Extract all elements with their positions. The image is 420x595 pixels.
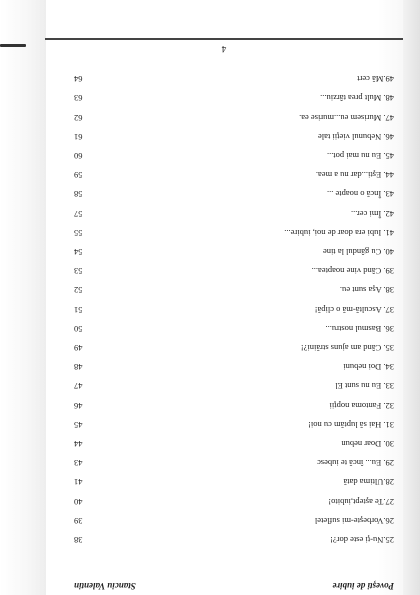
toc-entry-title: 26.Vorbeşte-mi sufletel — [314, 515, 394, 526]
toc-entry-page: 54 — [74, 247, 83, 257]
toc-entry-title: 47. Murisem eu...murise ea. — [299, 112, 394, 123]
toc-entry — [74, 107, 394, 123]
toc-entry-title: 29. Eu... încă te iubesc — [317, 458, 394, 469]
toc-entry — [74, 356, 394, 372]
toc-entry — [74, 241, 394, 257]
toc-entry — [74, 183, 394, 199]
toc-entry-title: 38. Aşa sunt eu. — [339, 285, 394, 296]
toc-entry-page: 48 — [74, 362, 83, 373]
toc-entry-title: 36. Basmul nostru... — [325, 323, 394, 334]
toc-entry-page: 40 — [74, 496, 83, 507]
toc-entry-page: 61 — [74, 131, 83, 142]
toc-entry-title: 31. Hai să luptăm cu noi! — [308, 419, 394, 430]
toc-entry-page: 53 — [74, 266, 83, 277]
toc-entry-title: 49.Mă cert — [357, 74, 394, 85]
toc-entry-page: 47 — [74, 381, 83, 392]
toc-entry-page: 62 — [74, 112, 83, 123]
toc-entry — [74, 452, 394, 468]
book-title: Povești de iubire — [332, 581, 394, 591]
toc-entry-page: 49 — [74, 343, 83, 353]
toc-entry — [74, 375, 394, 391]
toc-entry — [74, 318, 394, 334]
toc-entry-page: 59 — [74, 170, 83, 181]
toc-entry-page: 63 — [74, 93, 83, 104]
toc-entry — [74, 203, 394, 219]
toc-entry-title: 37. Ascultă-mă o clipă! — [314, 304, 394, 315]
toc-entry-title: 28.Ultima dată — [343, 477, 394, 488]
toc-entry-title: 41. Iubi era doar de noi, iubire... — [284, 227, 394, 238]
toc-entry — [74, 279, 394, 295]
toc-entry — [74, 471, 394, 487]
toc-entry-page: 44 — [74, 439, 83, 449]
toc-entry — [74, 414, 394, 430]
toc-entry-page: 60 — [74, 151, 83, 161]
toc-entry-page: 57 — [74, 208, 83, 219]
toc-entry — [74, 299, 394, 315]
toc-entry — [74, 510, 394, 526]
author-name: Stanciu Valentin — [74, 581, 136, 591]
toc-entry-title: 46. Nebunul vieţii tale — [317, 131, 394, 142]
toc-entry-title: 32. Fantoma nopţii — [329, 400, 394, 411]
toc-entry-title: 43. Încă o noapte ... — [326, 189, 394, 200]
toc-entry-page: 45 — [74, 419, 83, 430]
table-of-contents — [45, 0, 403, 595]
toc-entry-page: 55 — [74, 227, 83, 238]
toc-entry-title: 42. Îmi cer... — [351, 208, 394, 219]
toc-entry — [74, 164, 394, 180]
toc-entry-page: 43 — [74, 458, 83, 469]
document-page-rotated — [45, 0, 403, 595]
page-edge-shadow — [403, 0, 420, 595]
toc-entry-page: 50 — [74, 323, 83, 334]
toc-entry-title: 35. Când am ajuns străini?! — [300, 343, 394, 353]
toc-entry — [74, 126, 394, 142]
toc-entry-title: 48. Mult prea târziu... — [320, 93, 394, 104]
toc-entry — [74, 395, 394, 411]
toc-entry — [74, 145, 394, 161]
toc-entry-page: 46 — [74, 400, 83, 411]
toc-entry-title: 30. Doar nebun — [341, 439, 394, 449]
toc-entry — [74, 433, 394, 449]
toc-entry — [74, 491, 394, 507]
toc-entry — [74, 68, 394, 84]
binding-mark — [0, 44, 26, 47]
toc-entry-title: 27.Te aştept,iubito! — [328, 496, 394, 507]
toc-entry-title: 44. Eşti...dar nu a mea. — [315, 170, 394, 181]
toc-entry-page: 52 — [74, 285, 83, 296]
binding-gutter — [0, 0, 46, 595]
toc-entry-title: 34. Doi nebuni — [343, 362, 394, 373]
page-number: 4 — [221, 44, 227, 54]
toc-entry-title: 40. Cu gândul la tine — [322, 247, 394, 257]
toc-entry-page: 51 — [74, 304, 83, 315]
toc-entry-page: 64 — [74, 74, 83, 85]
toc-entry — [74, 260, 394, 276]
toc-entry — [74, 337, 394, 353]
toc-entry-page: 58 — [74, 189, 83, 200]
toc-entry-page: 38 — [74, 535, 83, 545]
toc-entry-title: 25.Nu-ţi este dor?! — [330, 535, 394, 545]
toc-entry-title: 45. Eu nu mai pot... — [326, 151, 394, 161]
toc-entry-page: 41 — [74, 477, 83, 488]
toc-entry — [74, 222, 394, 238]
toc-entry — [74, 87, 394, 103]
toc-entry-page: 39 — [74, 515, 83, 526]
toc-entry — [74, 529, 394, 545]
toc-entry-title: 39. Când vine noaptea... — [311, 266, 394, 277]
footer-rule — [45, 38, 403, 40]
toc-entry-title: 33. Eu nu sunt El — [335, 381, 394, 392]
